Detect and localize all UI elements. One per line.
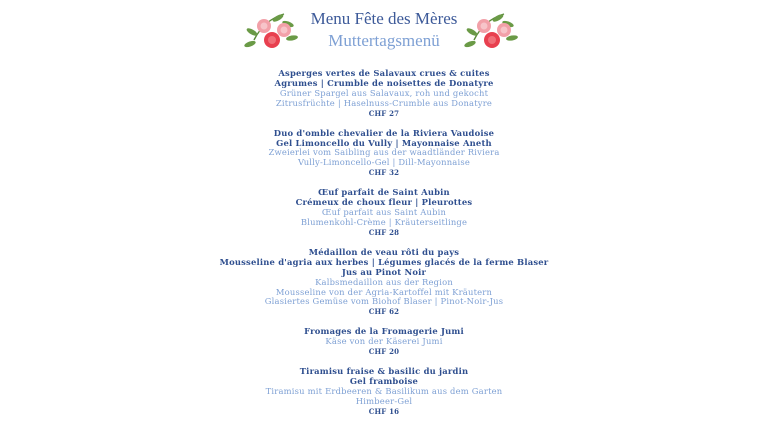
course-desc-de: Himbeer-Gel [355,395,413,406]
course-desc-de: Blumenkohl-Crème | Kräuterseitlinge [300,216,468,227]
course-desc-fr: Crémeux de choux fleur | Pleurottes [295,197,473,208]
course-desc-de: Zitrusfrüchte | Haselnuss-Crumble aus Donatyre [275,97,493,108]
course-main [0,248,768,317]
course-name-de: Œuf parfait aus Saint Aubin [321,207,447,218]
course-name-de: Grüner Spargel aus Salavaux, roh und gekocht [279,87,489,98]
course-desc-fr: Gel Limoncello du Vully | Mayonnaise Aneth [276,137,492,148]
course-name-fr: Asperges vertes de Salavaux crues & cuites [278,68,490,78]
course-name-fr: Duo d'omble chevalier de la Riviera Vaudoise [273,127,495,138]
course-desc-fr: Agrumes | Crumble de noisettes de Donatyre [274,77,494,88]
course-desc-fr: Gel framboise [349,376,419,387]
course-fish [0,129,768,179]
course-name-de: Käse von der Käserei Jumi [325,336,443,347]
course-price: CHF 32 [368,168,400,178]
course-egg [0,188,768,238]
course-name-fr: Fromages de la Fromagerie Jumi [304,326,464,337]
course-desc-de: Glasiertes Gemüse vom Biohof Blaser | Pinot-Noir-Jus [264,296,504,307]
menu-header [0,8,768,52]
course-cheese [0,327,768,357]
course-desc-de: Mousseline von der Agria-Kartoffel mit Kräutern [275,286,493,297]
course-name-de: Tiramisu mit Erdbeeren & Basilikum aus dem Garten [265,385,503,396]
menu-title-fr: Menu Fête des Mères [310,9,458,28]
course-name-fr: Tiramisu fraise & basilic du jardin [299,366,469,377]
menu-title-de: Muttertagsmenü [328,31,440,50]
course-name-fr: Médaillon de veau rôti du pays [308,246,460,257]
course-desc-fr: Jus au Pinot Noir [341,266,427,277]
course-price: CHF 20 [368,347,400,357]
course-name-fr: Œuf parfait de Saint Aubin [318,187,450,198]
course-price: CHF 28 [368,227,400,237]
course-price: CHF 27 [368,108,400,118]
menu-course-list [0,69,768,427]
course-price: CHF 62 [368,307,400,317]
course-desc-de: Vully-Limoncello-Gel | Dill-Mayonnaise [297,157,471,168]
course-name-de: Kalbsmedaillon aus der Region [315,276,453,287]
course-desc-fr: Mousseline d'agria aux herbes | Légumes glacés de la ferme Blaser [219,256,549,267]
course-dessert [0,367,768,417]
course-starter [0,69,768,119]
course-name-de: Zweierlei vom Saibling aus der waadtländer Riviera [268,147,500,158]
course-price: CHF 16 [368,406,400,416]
